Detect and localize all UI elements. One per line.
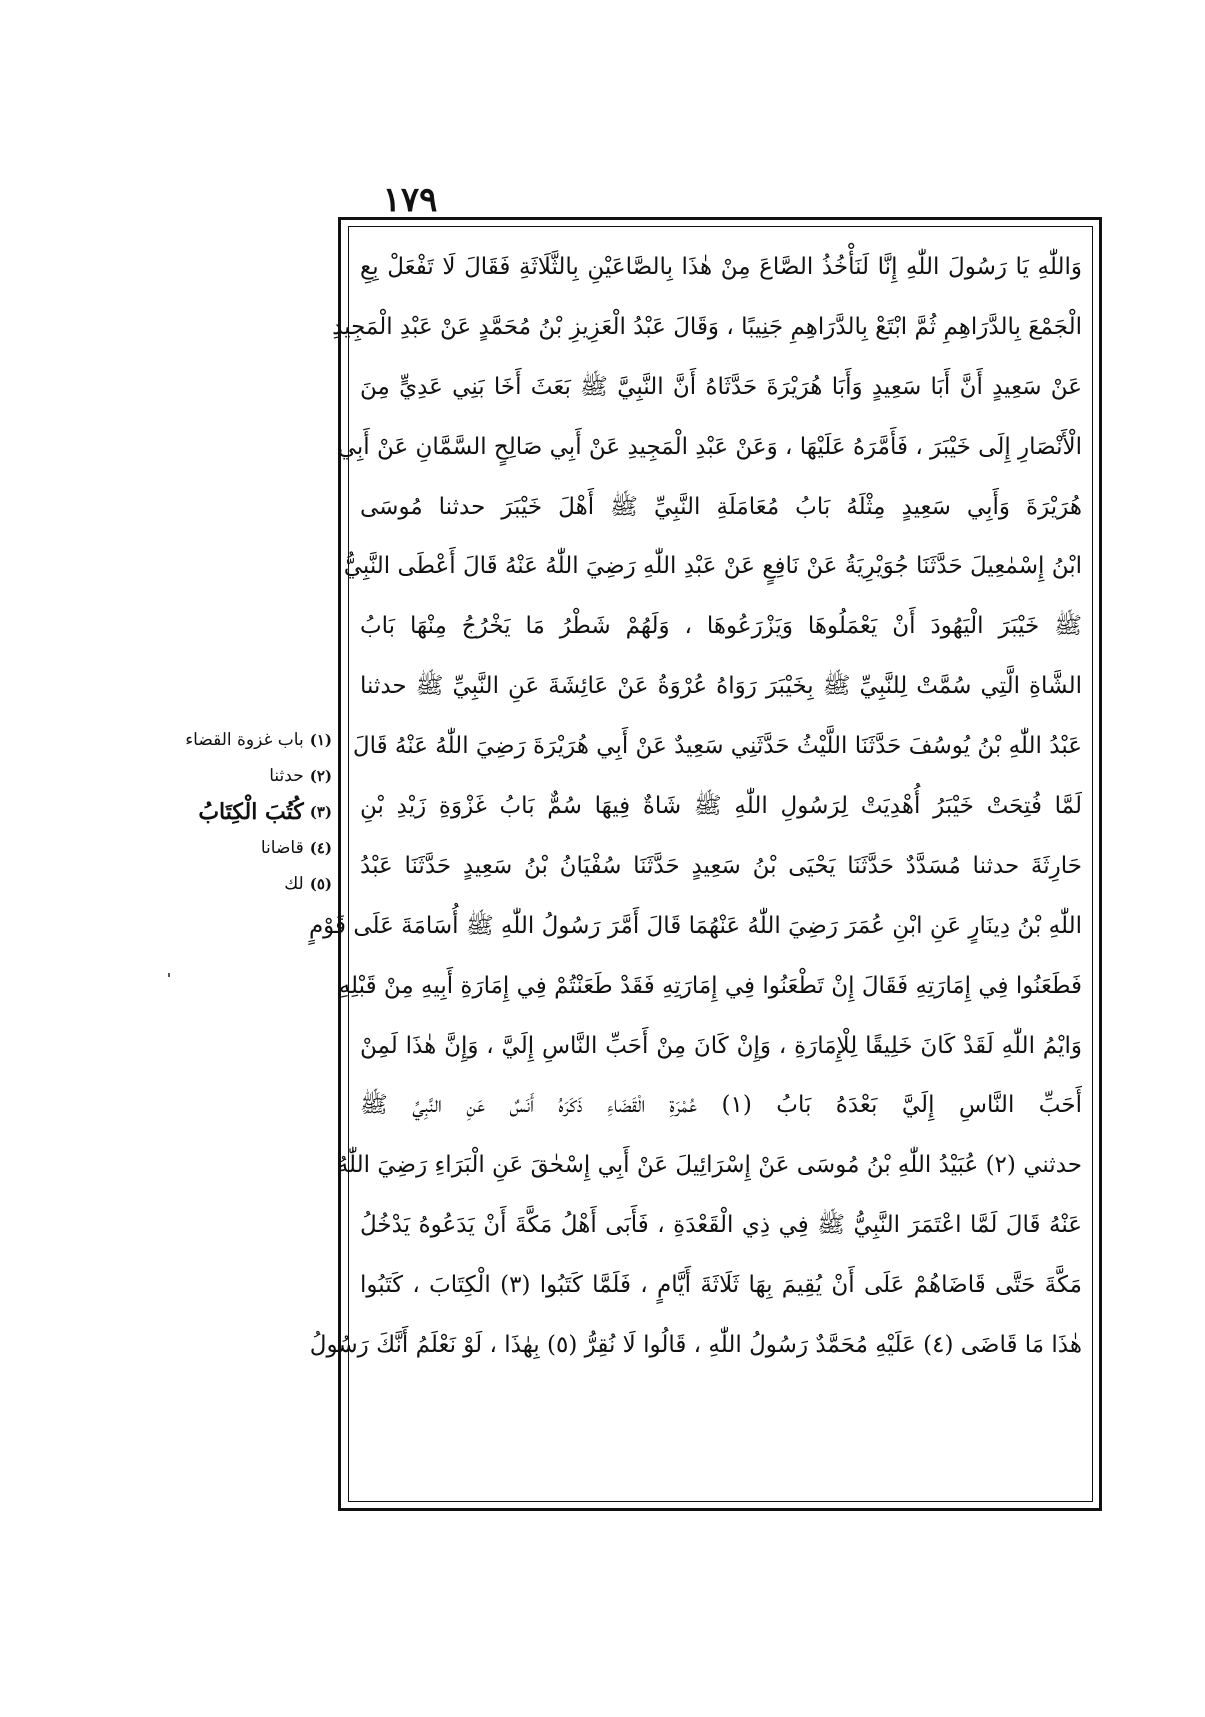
footnote-number: (٣)	[309, 803, 332, 821]
text-line: اللّٰهِ بْنُ دِينَارٍ عَنِ ابْنِ عُمَرَ رَضِيَ اللّٰهُ عَنْهُمَا قَالَ أَمَّرَ رَسُولُ اللّٰهِ ﷺ أُسَامَةَ عَلَى قَوْمٍ	[308, 912, 1082, 939]
text-line: الْأَنْصَارِ إِلَى خَيْبَرَ ، فَأَمَّرَهُ عَلَيْهَا ، وَعَنْ عَبْدِ الْمَجِيدِ عَنْ أَبِي صَالِحٍ السَّمَّانِ عَنْ أَبِي	[337, 433, 1082, 460]
footnote	[140, 794, 332, 830]
text-line: الْجَمْعَ بِالدَّرَاهِمِ ثُمَّ ابْتَعْ بِالدَّرَاهِمِ جَنِيبًا ، وَقَالَ عَبْدُ الْعَزِيزِ بْنُ مُحَمَّدٍ عَنْ عَبْدِ الْمَجِيدِ	[332, 313, 1082, 340]
text-line: وَايْمُ اللّٰهِ لَقَدْ كَانَ خَلِيقًا لِلْإِمَارَةِ ، وَإِنْ كَانَ مِنْ أَحَبِّ النَّاسِ إِلَيَّ ، وَإِنَّ هٰذَا لَمِنْ	[360, 1032, 1082, 1059]
footnote	[140, 866, 332, 902]
text-line: هُرَيْرَةَ وَأَبِي سَعِيدٍ مِثْلَهُ بَابُ مُعَامَلَةِ النَّبِيِّ ﷺ أَهْلَ خَيْبَرَ حدثنا مُوسَى	[360, 493, 1082, 520]
margin-footnotes	[140, 722, 332, 902]
scan-speck	[168, 973, 170, 977]
text-line: لَمَّا فُتِحَتْ خَيْبَرُ أُهْدِيَتْ لِرَسُولِ اللّٰهِ ﷺ شَاةٌ فِيهَا سُمٌّ بَابُ غَزْوَةِ زَيْدِ بْنِ	[360, 793, 1082, 820]
text-line: وَاللّٰهِ يَا رَسُولَ اللّٰهِ إِنَّا لَنَأْخُذُ الصَّاعَ مِنْ هٰذَا بِالصَّاعَيْنِ بِالثَّلَاثَةِ فَقَالَ لَا تَفْعَلْ بِعِ	[360, 254, 1082, 280]
footnote-number: (٢)	[309, 767, 332, 785]
text-line: مَكَّةَ حَتَّى قَاضَاهُمْ عَلَى أَنْ يُقِيمَ بِهَا ثَلَاثَةَ أَيَّامٍ ، فَلَمَّا كَتَبُوا (٣) الْكِتَابَ ، كَتَبُوا	[360, 1272, 1082, 1299]
text-line: حدثني (٢) عُبَيْدُ اللّٰهِ بْنُ مُوسَى عَنْ إِسْرَائِيلَ عَنْ أَبِي إِسْحٰقَ عَنِ الْبَرَاءِ رَضِيَ اللّٰهُ	[336, 1152, 1082, 1179]
text-line: فَطَعَنُوا فِي إِمَارَتِهِ فَقَالَ إِنْ تَطْعَنُوا فِي إِمَارَتِهِ فَقَدْ طَعَنْتُمْ فِي إِمَارَةِ أَبِيهِ مِنْ قَبْلِهِ	[338, 972, 1082, 999]
footnote-text: حدثنا	[269, 766, 304, 786]
footnote	[140, 722, 332, 758]
page-number: ١٧٩	[382, 180, 438, 220]
text-line: عَبْدُ اللّٰهِ بْنُ يُوسُفَ حَدَّثَنَا اللَّيْثُ حَدَّثَنِي سَعِيدٌ عَنْ أَبِي هُرَيْرَةَ رَضِيَ اللّٰهُ عَنْهُ قَالَ	[352, 733, 1082, 760]
footnote-text: كُتُبَ الْكِتَابُ	[198, 799, 304, 825]
main-text	[308, 238, 1082, 1498]
footnote-number: (٤)	[309, 839, 332, 857]
text-line: ابْنُ إِسْمٰعِيلَ حَدَّثَنَا جُوَيْرِيَةُ عَنْ نَافِعٍ عَنْ عَبْدِ اللّٰهِ رَضِيَ اللّٰهُ عَنْهُ قَالَ أَعْطَى النَّبِيُّ	[343, 553, 1082, 580]
text-line: عَنْهُ قَالَ لَمَّا اعْتَمَرَ النَّبِيُّ ﷺ فِي ذِي الْقَعْدَةِ ، فَأَبَى أَهْلُ مَكَّةَ أَنْ يَدَعُوهُ يَدْخُلُ	[360, 1212, 1082, 1239]
footnote-number: (٥)	[309, 875, 332, 893]
footnote-text: قاضانا	[260, 838, 304, 858]
footnote-text: باب غزوة القضاء	[185, 730, 304, 750]
text-line: حَارِثَةَ حدثنا مُسَدَّدٌ حَدَّثَنَا يَحْيَى بْنُ سَعِيدٍ حَدَّثَنَا سُفْيَانُ بْنُ سَعِيدٍ حَدَّثَنَا عَبْدُ	[360, 852, 1082, 879]
footnote	[140, 758, 332, 794]
text-line: ﷺ خَيْبَرَ الْيَهُودَ أَنْ يَعْمَلُوهَا وَيَزْرَعُوهَا ، وَلَهُمْ شَطْرُ مَا يَخْرُجُ مِنْهَا بَابُ	[360, 613, 1082, 640]
text-line: هٰذَا مَا قَاضَى (٤) عَلَيْهِ مُحَمَّدٌ رَسُولُ اللّٰهِ ، قَالُوا لَا نُقِرُّ (٥) بِهٰذَا ، لَوْ نَعْلَمُ أَنَّكَ رَسُولُ	[309, 1332, 1082, 1359]
text-line: عَنْ سَعِيدٍ أَنَّ أَبَا سَعِيدٍ وَأَبَا هُرَيْرَةَ حَدَّثَاهُ أَنَّ النَّبِيَّ ﷺ بَعَثَ أَخَا بَنِي عَدِيٍّ مِنَ	[360, 373, 1082, 400]
text-line: الشَّاةِ الَّتِي سُمَّتْ لِلنَّبِيِّ ﷺ بِخَيْبَرَ رَوَاهُ عُرْوَةُ عَنْ عَائِشَةَ عَنِ النَّبِيِّ ﷺ حدثنا	[360, 673, 1082, 700]
text-line: أَحَبِّ النَّاسِ إِلَيَّ بَعْدَهُ بَابُ (١) عُمْرَةِ الْقَضَاءِ ذَكَرَهُ أَنَسٌ عَنِ النَّبِيِّ ﷺ	[360, 1092, 1082, 1119]
footnote-text: لك	[284, 874, 304, 894]
footnote-number: (١)	[309, 731, 332, 749]
footnote	[140, 830, 332, 866]
